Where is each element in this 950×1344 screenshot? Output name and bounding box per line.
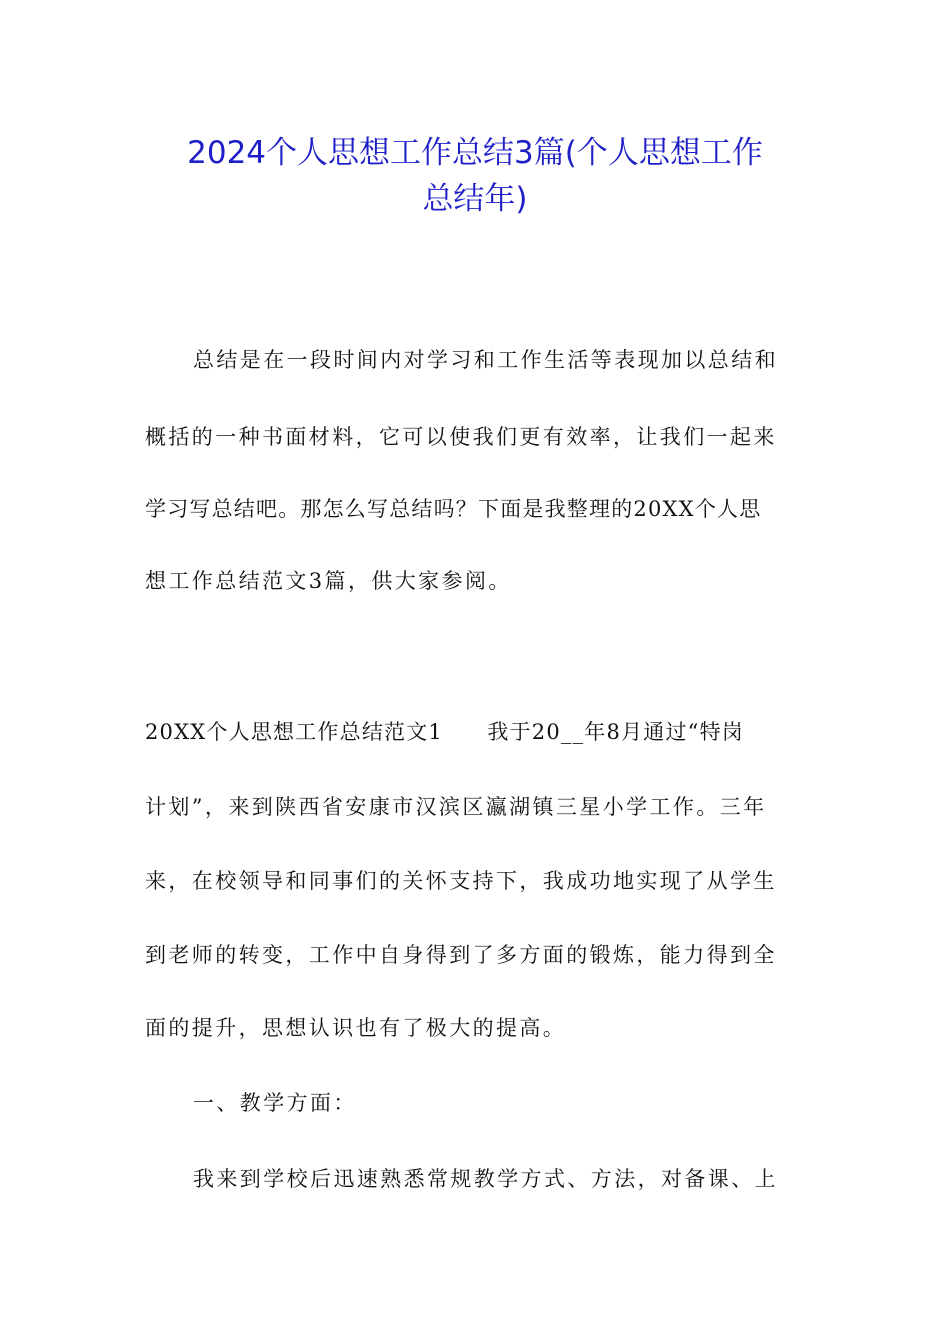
section1-line-5: 面的提升，思想认识也有了极大的提高。 <box>145 1016 567 1040</box>
section-heading-teaching: 一、教学方面： <box>193 1091 357 1115</box>
intro-line-4: 想工作总结范文3篇，供大家参阅。 <box>145 569 512 593</box>
section1-line-2: 计划”，来到陕西省安康市汉滨区瀛湖镇三星小学工作。三年 <box>145 795 767 819</box>
section1-line-1: 20XX个人思想工作总结范文1 我于20__年8月通过“特岗 <box>145 720 744 744</box>
intro-line-3: 学习写总结吧。那怎么写总结吗？下面是我整理的20XX个人思 <box>145 497 762 521</box>
intro-line-1: 总结是在一段时间内对学习和工作生活等表现加以总结和 <box>193 348 778 372</box>
section1-paragraph-start: 我来到学校后迅速熟悉常规教学方式、方法，对备课、上 <box>193 1167 778 1191</box>
document-title-line-2: 总结年) <box>422 181 528 217</box>
section1-line-4: 到老师的转变，工作中自身得到了多方面的锻炼，能力得到全 <box>145 943 777 967</box>
intro-line-2: 概括的一种书面材料，它可以使我们更有效率，让我们一起来 <box>145 425 777 449</box>
document-title-line-1: 2024个人思想工作总结3篇(个人思想工作 <box>187 135 763 171</box>
section1-line-3: 来，在校领导和同事们的关怀支持下，我成功地实现了从学生 <box>145 869 777 893</box>
